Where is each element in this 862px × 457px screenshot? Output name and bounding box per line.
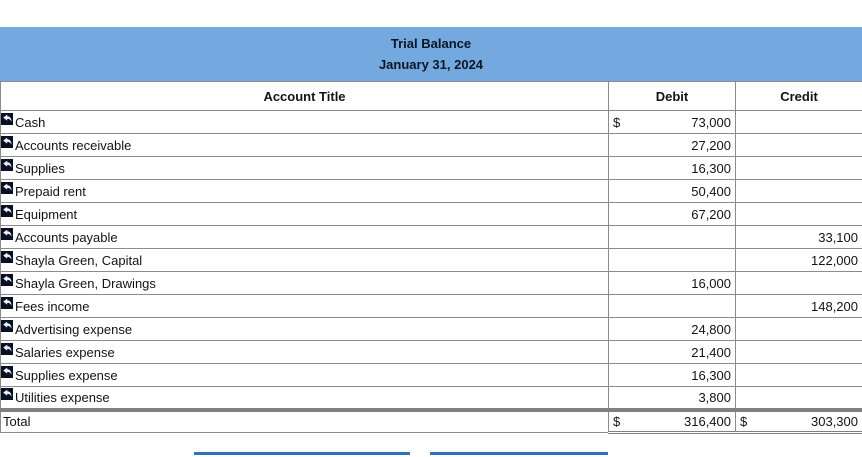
account-title: Prepaid rent: [15, 183, 86, 199]
credit-amount: 148,200: [811, 298, 858, 314]
account-row: [1, 272, 862, 295]
account-row: [1, 341, 862, 364]
account-title: Equipment: [15, 206, 78, 222]
account-row: [1, 157, 862, 180]
total-debit-cell: [609, 410, 736, 433]
trial-balance-table: [0, 81, 862, 434]
debit-amount: 16,000: [691, 275, 731, 291]
account-row: [1, 180, 862, 203]
account-row: [1, 226, 862, 249]
debit-amount: 67,200: [691, 206, 731, 222]
undo-arrow-icon[interactable]: [1, 228, 13, 240]
debit-currency: $: [613, 114, 621, 130]
total-credit-amount: 303,300: [811, 413, 858, 429]
total-row: [1, 410, 862, 433]
account-row: [1, 134, 862, 157]
total-debit-amount: 316,400: [684, 413, 731, 429]
account-title: Utilities expense: [15, 389, 110, 405]
account-title: Supplies: [15, 160, 65, 176]
undo-arrow-icon[interactable]: [1, 366, 13, 378]
report-date: January 31, 2024: [378, 57, 484, 72]
account-title: Shayla Green, Capital: [15, 252, 143, 268]
debit-amount: 16,300: [691, 160, 731, 176]
total-label-cell: [1, 410, 609, 433]
undo-arrow-icon[interactable]: [1, 297, 13, 309]
account-title: Supplies expense: [15, 367, 118, 383]
account-row: [1, 387, 862, 410]
debit-amount: 24,800: [691, 321, 731, 337]
debit-amount: 50,400: [691, 183, 731, 199]
undo-arrow-icon[interactable]: [1, 182, 13, 194]
account-title: Cash: [15, 114, 46, 130]
account-title: Shayla Green, Drawings: [15, 275, 156, 291]
bottom-button-2[interactable]: [430, 452, 608, 455]
column-header-credit: Credit: [736, 82, 862, 111]
column-header-debit: Debit: [609, 82, 736, 111]
undo-arrow-icon[interactable]: [1, 274, 13, 286]
undo-arrow-icon[interactable]: [1, 343, 13, 355]
debit-amount: 16,300: [691, 367, 731, 383]
debit-amount: 21,400: [691, 344, 731, 360]
account-row: [1, 203, 862, 226]
total-credit-cell: [736, 410, 862, 433]
credit-amount: 122,000: [811, 252, 858, 268]
debit-amount: 73,000: [691, 114, 731, 130]
report-header: [0, 27, 862, 81]
debit-amount: 27,200: [691, 137, 731, 153]
undo-arrow-icon[interactable]: [1, 113, 13, 125]
account-row: [1, 364, 862, 387]
undo-arrow-icon[interactable]: [1, 136, 13, 148]
account-title: Accounts receivable: [15, 137, 132, 153]
account-title: Advertising expense: [15, 321, 133, 337]
debit-amount: 3,800: [698, 389, 731, 405]
report-title: Trial Balance: [390, 36, 472, 51]
bottom-button-1[interactable]: [194, 452, 410, 455]
account-row: [1, 249, 862, 272]
account-title: Fees income: [15, 298, 90, 314]
credit-amount: 33,100: [818, 229, 858, 245]
account-row: [1, 111, 862, 134]
account-row: [1, 295, 862, 318]
undo-arrow-icon[interactable]: [1, 251, 13, 263]
account-title: Accounts payable: [15, 229, 118, 245]
undo-arrow-icon[interactable]: [1, 159, 13, 171]
total-label: Total: [3, 414, 31, 430]
undo-arrow-icon[interactable]: [1, 320, 13, 332]
total-credit-currency: $: [740, 413, 748, 429]
undo-arrow-icon[interactable]: [1, 388, 13, 400]
total-debit-currency: $: [613, 413, 621, 429]
account-row: [1, 318, 862, 341]
undo-arrow-icon[interactable]: [1, 205, 13, 217]
column-header-row: [1, 82, 862, 111]
account-title: Salaries expense: [15, 344, 115, 360]
column-header-account-title: Account Title: [1, 82, 609, 111]
